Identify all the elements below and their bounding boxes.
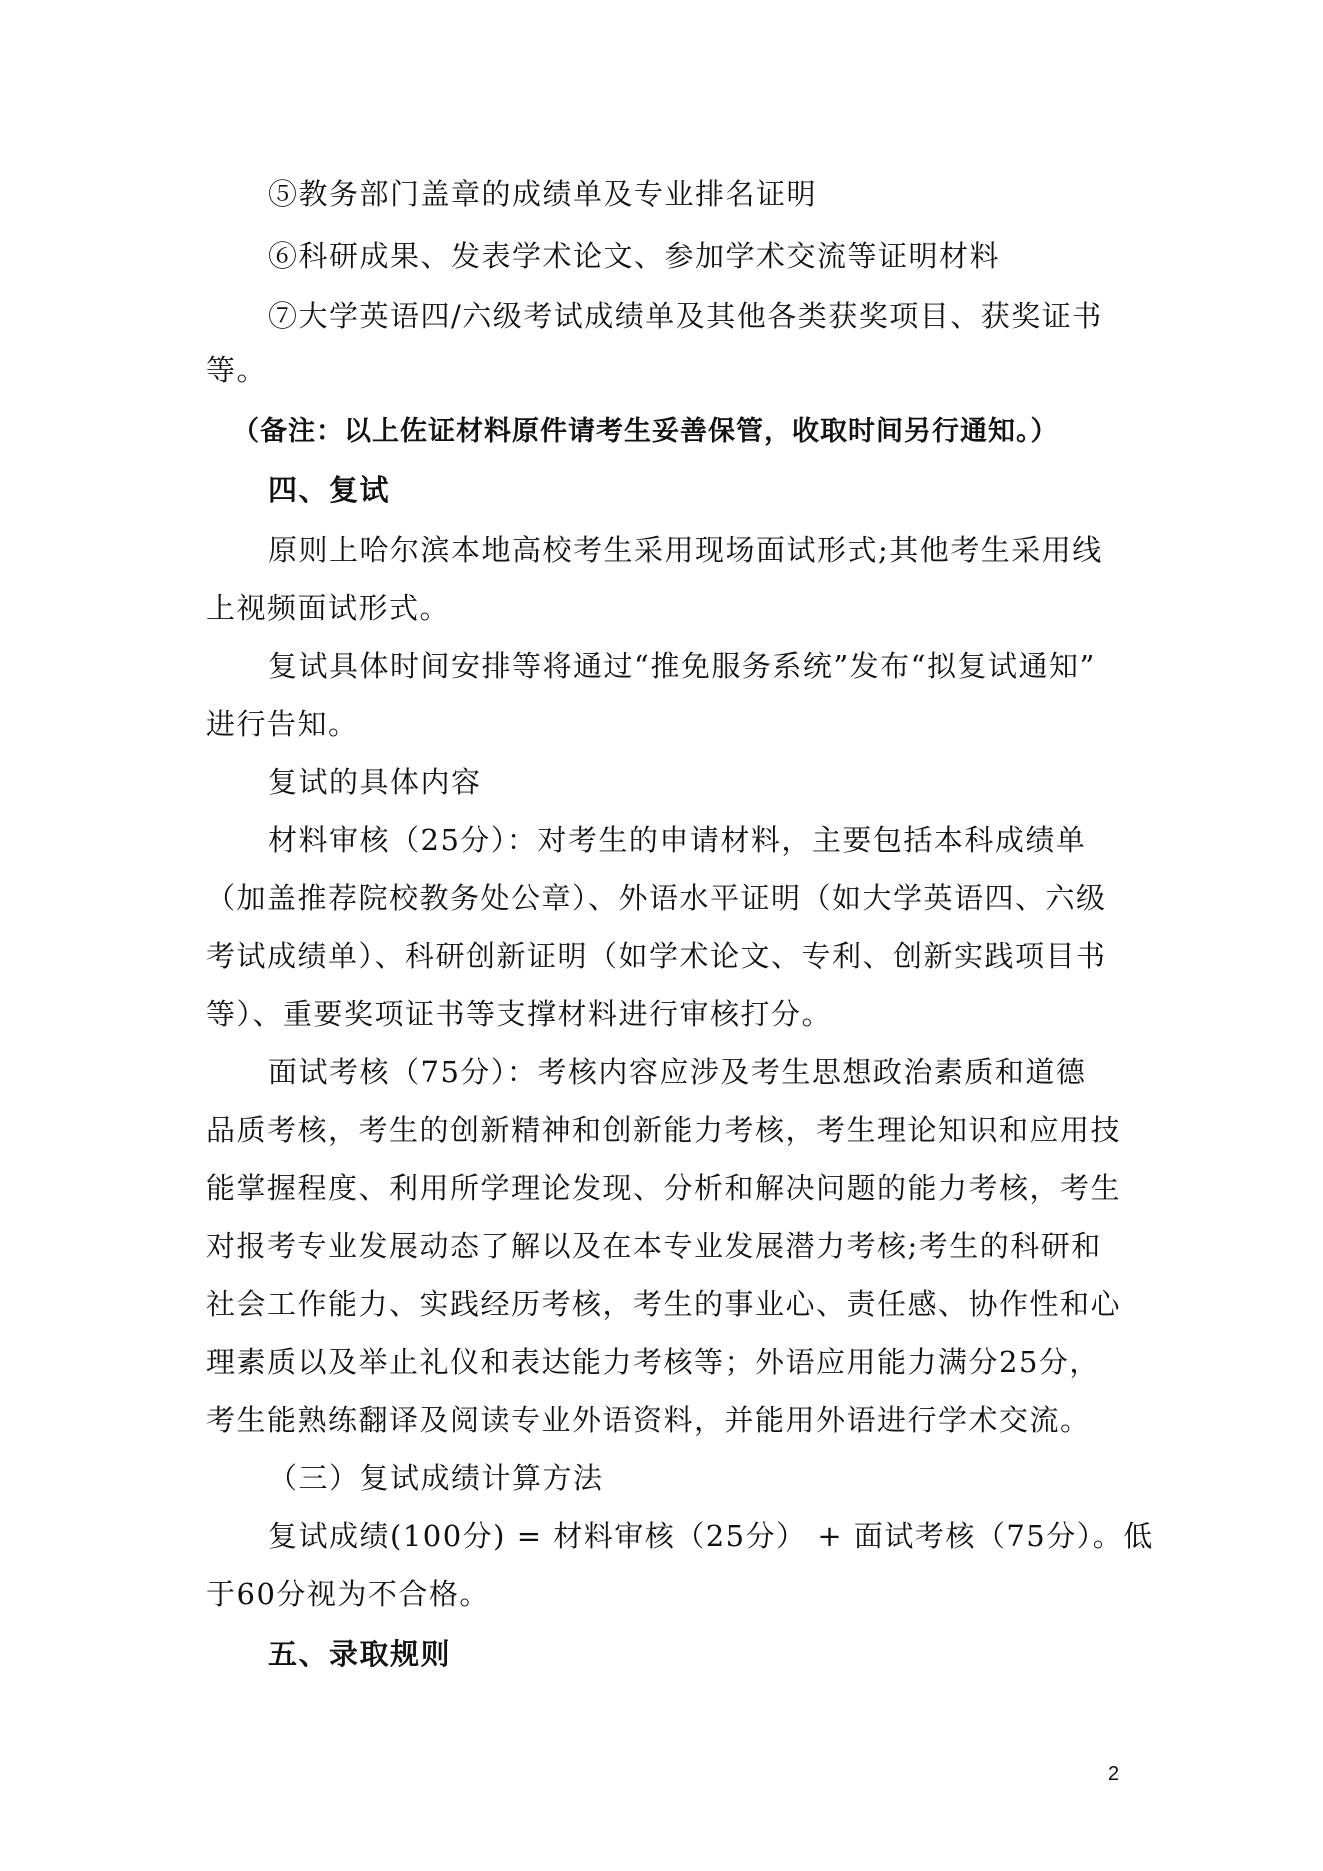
paragraph-material-review-3: 考试成绩单）、科研创新证明（如学术论文、专利、创新实践项目书: [206, 939, 1107, 973]
paragraph-interview-assessment-3: 能掌握程度、利用所学理论发现、分析和解决问题的能力考核，考生: [206, 1171, 1122, 1205]
paragraph-interview-assessment-2: 品质考核，考生的创新精神和创新能力考核，考生理论知识和应用技: [206, 1113, 1122, 1147]
paragraph-score-formula: 复试成绩(100分) = 材料审核（25分） + 面试考核（75分）。低: [268, 1519, 1154, 1553]
paragraph-material-review: 材料审核（25分）：对考生的申请材料，主要包括本科成绩单: [268, 823, 1087, 857]
paragraph-schedule: 复试具体时间安排等将通过“推免服务系统”发布“拟复试通知”: [268, 649, 1096, 683]
item-7-english-awards: ⑦大学英语四/六级考试成绩单及其他各类获奖项目、获奖证书: [268, 299, 1103, 333]
section-heading-admission-rules: 五、录取规则: [268, 1637, 452, 1671]
item-6-research: ⑥科研成果、发表学术论文、参加学术交流等证明材料: [268, 239, 1001, 273]
section-heading-retest: 四、复试: [268, 473, 391, 507]
item-7-continuation: 等。: [206, 353, 268, 387]
paragraph-interview-assessment: 面试考核（75分）：考核内容应涉及考生思想政治素质和道德: [268, 1055, 1087, 1089]
item-5-transcript: ⑤教务部门盖章的成绩单及专业排名证明: [268, 177, 818, 211]
paragraph-interview-assessment-5: 社会工作能力、实践经历考核，考生的事业心、责任感、协作性和心: [206, 1287, 1122, 1321]
paragraph-interview-assessment-7: 考生能熟练翻译及阅读专业外语资料，并能用外语进行学术交流。: [206, 1403, 1091, 1437]
subheading-retest-content: 复试的具体内容: [268, 765, 482, 799]
paragraph-interview-assessment-6: 理素质以及举止礼仪和表达能力考核等；外语应用能力满分25分，: [206, 1345, 1100, 1379]
page-number: 2: [1108, 1763, 1120, 1785]
paragraph-score-formula-cont: 于60分视为不合格。: [206, 1577, 490, 1611]
remark-note: （备注：以上佐证材料原件请考生妥善保管，收取时间另行通知。）: [232, 416, 1059, 447]
subheading-score-calculation: （三）复试成绩计算方法: [268, 1461, 604, 1495]
paragraph-interview-assessment-4: 对报考专业发展动态了解以及在本专业发展潜力考核;考生的科研和: [206, 1229, 1102, 1263]
paragraph-material-review-2: （加盖推荐院校教务处公章）、外语水平证明（如大学英语四、六级: [206, 881, 1107, 915]
paragraph-schedule-cont: 进行告知。: [206, 707, 359, 741]
paragraph-interview-format: 原则上哈尔滨本地高校考生采用现场面试形式;其他考生采用线: [268, 533, 1103, 567]
paragraph-material-review-4: 等）、重要奖项证书等支撑材料进行审核打分。: [206, 997, 833, 1031]
paragraph-interview-format-cont: 上视频面试形式。: [206, 591, 451, 625]
